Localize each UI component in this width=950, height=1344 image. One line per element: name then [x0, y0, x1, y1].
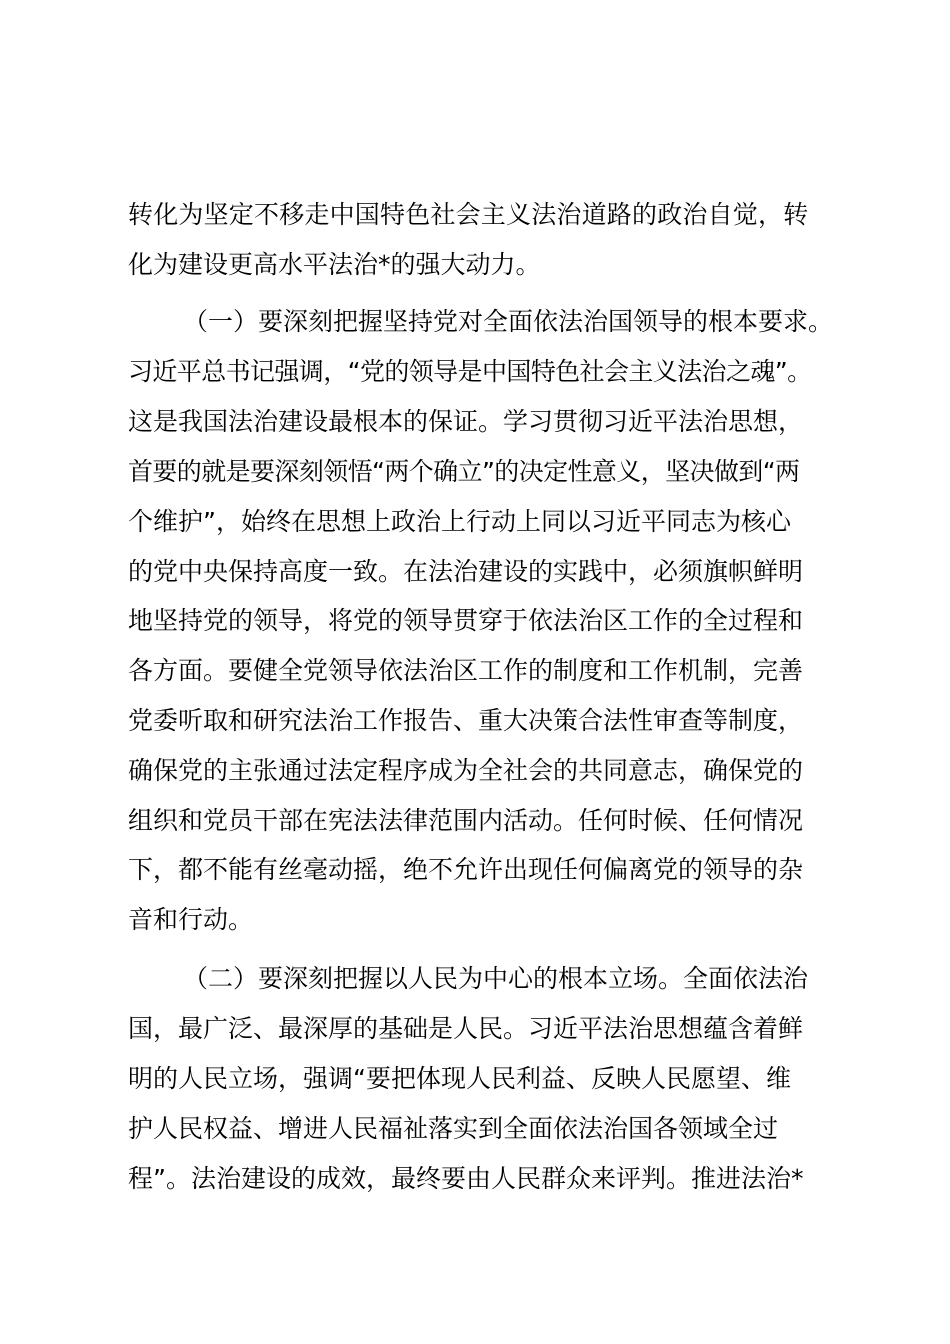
text-line: 国，最广泛、最深厚的基础是人民。习近平法治思想蕴含着鲜 [128, 1014, 804, 1043]
text-line: 习近平总书记强调，“党的领导是中国特色社会主义法治之魂”。 [128, 357, 812, 386]
text-line: 明的人民立场，强调“要把体现人民利益、反映人民愿望、维 [128, 1064, 791, 1093]
text-line: 的党中央保持高度一致。在法治建设的实践中，必须旗帜鲜明 [128, 557, 804, 586]
text-line: 组织和党员干部在宪法法律范围内活动。任何时候、任何情况 [128, 806, 804, 835]
text-line: 音和行动。 [128, 905, 254, 934]
text-line: 党委听取和研究法治工作报告、重大决策合法性审查等制度， [128, 706, 804, 735]
text-line: 确保党的主张通过法定程序成为全社会的共同意志，确保党的 [128, 756, 804, 785]
text-line: 地坚持党的领导，将党的领导贯穿于依法治区工作的全过程和 [128, 606, 804, 635]
text-line: 护人民权益、增进人民福祉落实到全面依法治国各领域全过 [128, 1114, 779, 1143]
text-line: 这是我国法治建设最根本的保证。学习贯彻习近平法治思想， [128, 407, 804, 436]
paragraph-heading: （二）要深刻把握以人民为中心的根本立场。全面依法治 [183, 964, 809, 993]
paragraph-heading: （一）要深刻把握坚持党对全面依法治国领导的根本要求。 [183, 307, 834, 336]
text-line: 个维护”，始终在思想上政治上行动上同以习近平同志为核心 [128, 507, 791, 536]
text-line: 各方面。要健全党领导依法治区工作的制度和工作机制，完善 [128, 656, 804, 685]
text-line: 首要的就是要深刻领悟“两个确立”的决定性意义，坚决做到“两 [128, 457, 800, 486]
text-line: 转化为坚定不移走中国特色社会主义法治道路的政治自觉，转 [128, 200, 809, 229]
text-line: 下，都不能有丝毫动摇，绝不允许出现任何偏离党的领导的杂 [128, 855, 804, 884]
text-line: 程”。法治建设的成效，最终要由人民群众来评判。推进法治* [128, 1164, 804, 1193]
text-line: 化为建设更高水平法治*的强大动力。 [128, 250, 541, 279]
